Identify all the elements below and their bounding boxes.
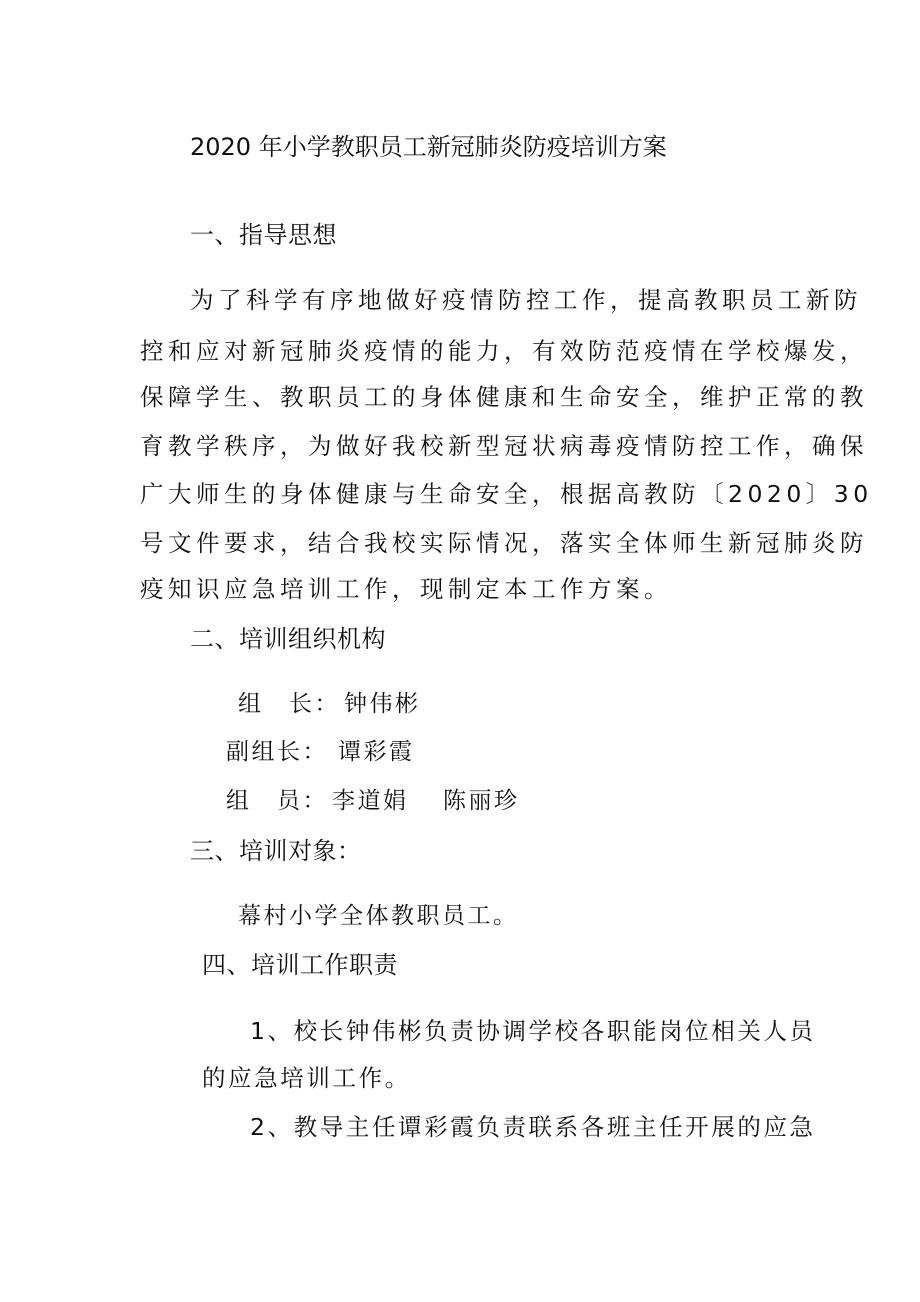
paragraph-line: 育教学秩序，为做好我校新型冠状病毒疫情防控工作，确保 <box>140 432 868 460</box>
responsibility-item-1-continued: 的应急培训工作。 <box>202 1064 411 1092</box>
section-heading-responsibilities: 四、培训工作职责 <box>202 951 398 979</box>
leader-name: 钟伟彬 <box>344 691 421 717</box>
section-heading-trainees: 三、培训对象： <box>190 837 362 865</box>
paragraph-line: 号文件要求，结合我校实际情况，落实全体师生新冠肺炎防 <box>140 529 868 557</box>
paragraph-line: 为了科学有序地做好疫情防控工作，提高教职员工新防 <box>190 286 862 314</box>
paragraph-line: 广大师生的身体健康与生命安全，根据高教防〔2020〕30 <box>140 480 873 508</box>
section-heading-organization: 二、培训组织机构 <box>190 625 386 653</box>
paragraph-line: 控和应对新冠肺炎疫情的能力，有效防范疫情在学校爆发， <box>140 337 868 365</box>
members-label: 组 员： <box>226 788 328 814</box>
paragraph-line: 保障学生、教职员工的身体健康和生命安全，维护正常的教 <box>140 383 868 411</box>
responsibility-item-1: 1、校长钟伟彬负责协调学校各职能岗位相关人员 <box>250 1017 816 1045</box>
member-name: 陈丽珍 <box>443 788 520 814</box>
deputy-name: 谭彩霞 <box>338 739 415 765</box>
document-title: 2020 年小学教职员工新冠肺炎防疫培训方案 <box>190 133 667 161</box>
paragraph-line: 疫知识应急培训工作，现制定本工作方案。 <box>140 575 672 603</box>
leader-label: 组 长： <box>238 691 340 717</box>
deputy-label: 副组长： <box>226 739 328 765</box>
responsibility-item-2: 2、教导主任谭彩霞负责联系各班主任开展的应急 <box>250 1113 816 1141</box>
member-name: 李道娟 <box>332 788 409 814</box>
trainees-text: 幕村小学全体教职员工。 <box>238 903 519 929</box>
section-heading-guiding-ideology: 一、指导思想 <box>190 221 337 249</box>
